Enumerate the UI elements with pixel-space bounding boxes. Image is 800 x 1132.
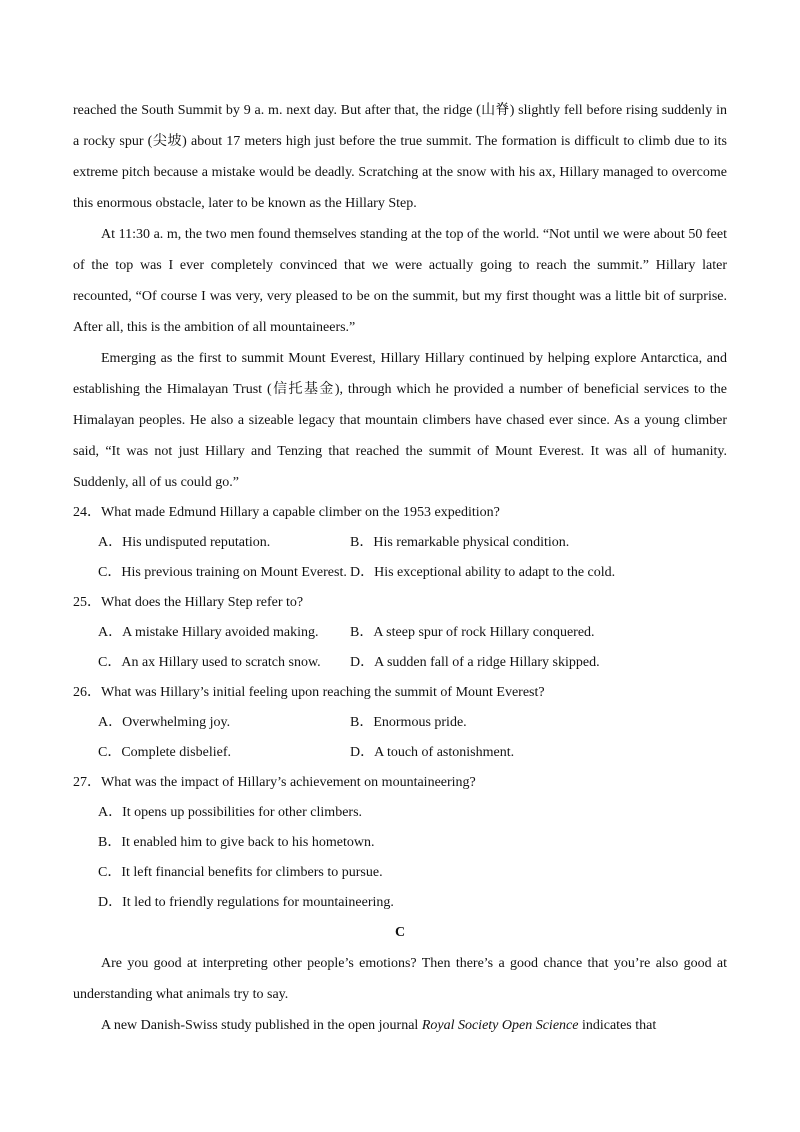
question-stem: 25．What does the Hillary Step refer to?	[73, 595, 304, 610]
option-a: A．A mistake Hillary avoided making.	[98, 625, 319, 640]
option-d: D．A touch of astonishment.	[350, 745, 515, 760]
option-c: C．An ax Hillary used to scratch snow.	[98, 655, 321, 670]
paragraph-text-start: A new Danish-Swiss study published in the open journal	[101, 1018, 422, 1033]
option-b: B．Enormous pride.	[350, 715, 467, 730]
option-c: C．His previous training on Mount Everest.	[98, 565, 347, 580]
option-b: B．A steep spur of rock Hillary conquered.	[350, 625, 595, 640]
question-25	[73, 588, 727, 678]
question-stem: 24．What made Edmund Hillary a capable climber on the 1953 expedition?	[73, 505, 500, 520]
option-b: B．It enabled him to give back to his hometown.	[98, 835, 375, 850]
passage-c-paragraph-1: Are you good at interpreting other people’s emotions? Then there’s a good chance that you’re also good at understanding what animals try to say.	[73, 956, 727, 1002]
journal-title: Royal Society Open Science	[421, 1018, 579, 1033]
question-24	[73, 498, 727, 588]
passage-c-label: C	[394, 925, 406, 940]
question-27	[73, 768, 727, 918]
question-26	[73, 678, 727, 768]
option-d: D．A sudden fall of a ridge Hillary skipped.	[350, 655, 600, 670]
question-stem: 27．What was the impact of Hillary’s achievement on mountaineering?	[73, 775, 476, 790]
option-b: B．His remarkable physical condition.	[350, 535, 570, 550]
option-d: D．His exceptional ability to adapt to the cold.	[350, 565, 616, 580]
option-c: C．Complete disbelief.	[98, 745, 231, 760]
paragraph-text-end: indicates that	[578, 1018, 657, 1033]
passage-b-paragraph-1: reached the South Summit by 9 a. m. next day. But after that, the ridge (山脊) slightly fell before rising suddenly in a rocky spur (尖坡) about 17 meters high just before the true summit. The formation is difficult to climb due to its extreme pitch because a mistake would be deadly. Scratching at the snow with his ax, Hillary managed to overcome this enormous obstacle, later to be known as the Hillary Step.	[73, 103, 727, 211]
question-options	[73, 618, 727, 678]
passage-c-paragraph-2	[73, 1010, 727, 1041]
passage-b-paragraph-2: At 11:30 a. m, the two men found themselves standing at the top of the world. “Not until we were about 50 feet of the top was I ever completely convinced that we were actually going to reach the summit.” Hillary later recounted, “Of course I was very, very pleased to be on the summit, but my first thought was a little bit of surprise. After all, this is the ambition of all mountaineers.”	[73, 227, 727, 335]
question-options	[73, 708, 727, 768]
question-options	[73, 528, 727, 588]
option-a: A．Overwhelming joy.	[98, 715, 231, 730]
option-d: D．It led to friendly regulations for mountaineering.	[98, 895, 394, 910]
passage-b-paragraph-3: Emerging as the first to summit Mount Everest, Hillary Hillary continued by helping explore Antarctica, and establishing the Himalayan Trust (信托基金), through which he provided a number of beneficial services to the Himalayan peoples. He also a sizeable legacy that mountain climbers have chased ever since. As a young climber said, “It was not just Hillary and Tenzing that reached the summit of Mount Everest. It was all of humanity. Suddenly, all of us could go.”	[73, 351, 727, 490]
option-a: A．It opens up possibilities for other climbers.	[98, 805, 363, 820]
option-a: A．His undisputed reputation.	[98, 535, 271, 550]
question-options	[73, 798, 727, 918]
option-c: C．It left financial benefits for climbers to pursue.	[98, 865, 383, 880]
document-page	[73, 95, 727, 1041]
question-stem: 26．What was Hillary’s initial feeling upon reaching the summit of Mount Everest?	[73, 685, 545, 700]
